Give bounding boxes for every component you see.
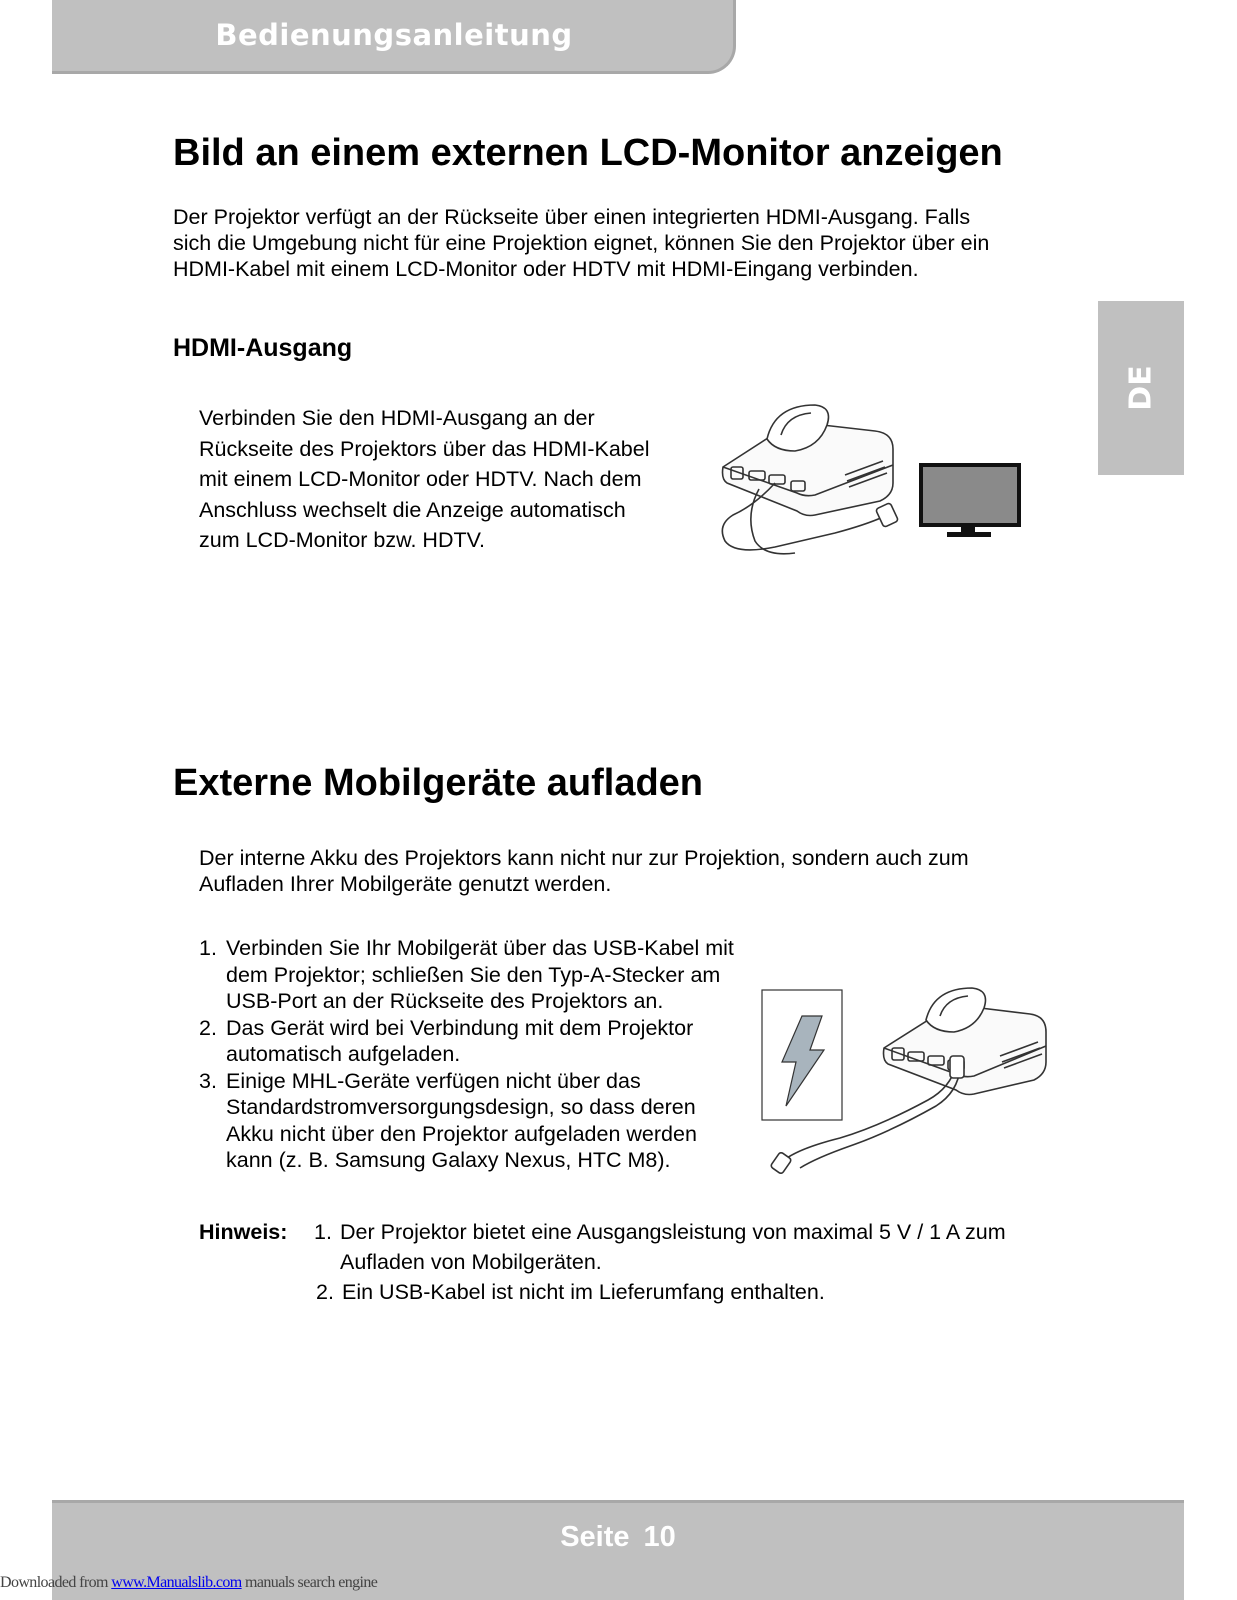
note-line: Aufladen von Mobilgeräten. xyxy=(340,1250,602,1274)
instruction-line: Rückseite des Projektors über das HDMI-Kabel xyxy=(199,436,650,461)
step-number: 3. xyxy=(199,1068,217,1093)
step-line: Standardstromversorgungsdesign, so dass deren xyxy=(226,1095,696,1119)
page-label: Seite xyxy=(560,1521,630,1553)
intro-line: sich die Umgebung nicht für eine Projektion eignet, können Sie den Projektor über ein xyxy=(173,231,990,255)
list-item xyxy=(314,1217,1074,1277)
note-items xyxy=(314,1217,1074,1307)
subsection-title-hdmi: HDMI-Ausgang xyxy=(173,334,353,362)
note-line: Der Projektor bietet eine Ausgangsleistung von maximal 5 V / 1 A zum xyxy=(340,1220,1006,1244)
manualslib-link[interactable]: www.Manualslib.com xyxy=(111,1574,242,1591)
step-number: 1. xyxy=(199,936,217,960)
hdmi-instructions xyxy=(199,403,699,556)
note-number: 2. xyxy=(316,1280,334,1304)
list-item xyxy=(316,1277,1074,1307)
step-number: 2. xyxy=(199,1015,217,1040)
section1-intro xyxy=(173,204,1073,282)
instruction-line: mit einem LCD-Monitor oder HDTV. Nach dem xyxy=(199,467,642,491)
instruction-line: Anschluss wechselt die Anzeige automatisch xyxy=(199,497,626,522)
note-line: Ein USB-Kabel ist nicht im Lieferumfang enthalten. xyxy=(342,1280,825,1304)
language-label: DE xyxy=(1123,365,1159,411)
section-title-charging: Externe Mobilgeräte aufladen xyxy=(173,762,704,804)
intro-line: Aufladen Ihrer Mobilgeräte genutzt werden. xyxy=(199,872,612,896)
list-item xyxy=(199,1068,779,1174)
page-number-value: 10 xyxy=(643,1521,676,1553)
download-watermark xyxy=(0,1574,377,1592)
step-line: Akku nicht über den Projektor aufgeladen werden xyxy=(226,1121,697,1146)
header-tab xyxy=(52,0,736,74)
charging-illustration xyxy=(760,988,1060,1178)
step-line: Einige MHL-Geräte verfügen nicht über das xyxy=(226,1068,641,1093)
section2-intro xyxy=(199,845,1079,897)
step-line: dem Projektor; schließen Sie den Typ-A-Stecker am xyxy=(226,962,721,987)
lcd-monitor-icon xyxy=(921,465,1019,537)
note-label: Hinweis: xyxy=(199,1220,288,1244)
step-line: USB-Port an der Rückseite des Projektors an. xyxy=(226,989,664,1013)
list-item xyxy=(199,1015,779,1068)
page-number xyxy=(52,1521,1184,1554)
hdmi-connection-illustration xyxy=(715,405,1025,560)
watermark-prefix: Downloaded from xyxy=(0,1574,112,1591)
section-title-lcd-monitor: Bild an einem externen LCD-Monitor anzeigen xyxy=(173,132,1003,174)
intro-line: HDMI-Kabel mit einem LCD-Monitor oder HDTV mit HDMI-Eingang verbinden. xyxy=(173,257,919,281)
list-item xyxy=(199,935,779,1015)
step-line: Verbinden Sie Ihr Mobilgerät über das USB-Kabel mit xyxy=(226,936,734,960)
step-line: kann (z. B. Samsung Galaxy Nexus, HTC M8). xyxy=(226,1148,671,1172)
step-line: automatisch aufgeladen. xyxy=(226,1042,461,1066)
watermark-suffix: manuals search engine xyxy=(241,1574,378,1591)
instruction-line: Verbinden Sie den HDMI-Ausgang an der xyxy=(199,406,595,430)
lightning-bolt-icon xyxy=(762,990,842,1120)
step-line: Das Gerät wird bei Verbindung mit dem Projektor xyxy=(226,1015,694,1040)
charging-steps-list xyxy=(199,935,779,1174)
header-title: Bedienungsanleitung xyxy=(215,18,573,52)
intro-line: Der Projektor verfügt an der Rückseite über einen integrierten HDMI-Ausgang. Falls xyxy=(173,205,971,229)
instruction-line: zum LCD-Monitor bzw. HDTV. xyxy=(199,528,485,552)
intro-line: Der interne Akku des Projektors kann nicht nur zur Projektion, sondern auch zum xyxy=(199,846,969,870)
language-tab xyxy=(1098,301,1184,475)
note-number: 1. xyxy=(314,1220,332,1244)
